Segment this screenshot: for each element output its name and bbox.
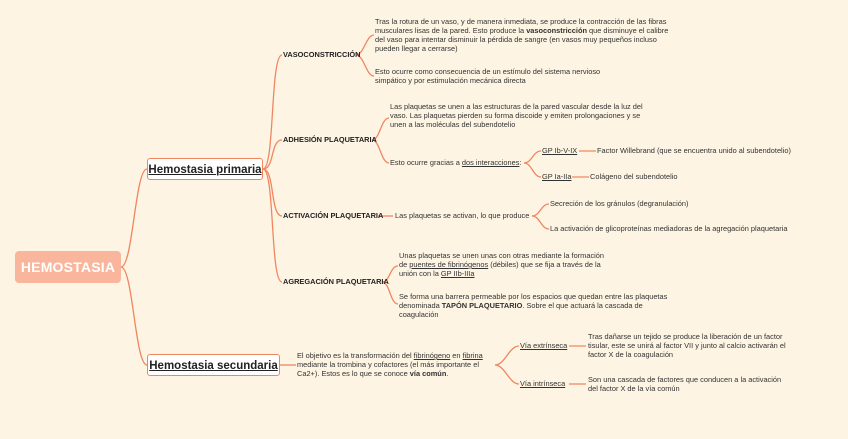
- secondary-objective-text: El objetivo es la transformación del fibrinógeno en fibrina mediante la trombina y cofactores (el más importante el Ca2+). Estos es lo que se conoce vía común.: [297, 351, 483, 378]
- connector-root: [121, 267, 147, 365]
- connector-vias: [495, 365, 519, 384]
- vasoconstriction-text: Tras la rotura de un vaso, y de manera inmediata, se produce la contracción de las fibras musculares lisas de la pared. Esto produce la vasoconstricción que disminuye el calibre del vaso para intentar disminuir la pérdida de sangre (en vasos muy pequeños incluso pueden llegar a cerrarse): [375, 17, 669, 53]
- connector-root: [121, 169, 147, 267]
- activation-item-degranulation: Secreción de los gránulos (degranulación): [550, 199, 689, 208]
- adhesion-interactions-text: Esto ocurre gracias a dos interacciones:: [390, 158, 522, 167]
- secondary-hemostasis-node[interactable]: Hemostasia secundaria: [147, 354, 280, 376]
- connector-interacciones: [524, 151, 541, 163]
- gp-ib-v-ix-node[interactable]: GP Ib-V-IX: [542, 146, 578, 155]
- connector-vias: [495, 346, 519, 365]
- adhesion-text: Las plaquetas se unen a las estructuras de la pared vascular desde la luz del vaso. Las plaquetas pierden su forma discoide y emiten prolongaciones y se unen a las moléculas del subendotelio: [390, 102, 643, 129]
- activation-item-glycoproteins: La activación de glicoproteínas mediadoras de la agregación plaquetaria: [550, 224, 788, 233]
- vasoconstriction-node[interactable]: VASOCONSTRICCIÓN: [283, 50, 361, 59]
- aggregation-node[interactable]: AGREGACIÓN PLAQUETARIA: [283, 277, 389, 286]
- aggregation-plug-text: Se forma una barrera permeable por los espacios que quedan entre las plaquetas denominada TAPÓN PLAQUETARIO. Sobre el que actuará la cascada de coagulación: [399, 292, 668, 319]
- connector-primary: [263, 140, 282, 169]
- connector-activacion-items: [532, 204, 549, 216]
- gp-ib-v-ix-desc: Factor Willebrand (que se encuentra unido al subendotelio): [597, 146, 791, 155]
- root-node[interactable]: HEMOSTASIA: [15, 251, 121, 283]
- extrinsic-pathway-desc: Tras dañarse un tejido se produce la liberación de un factor tisular, este se unirá al factor VII y junto al calcio activarán el factor X de la coagulación: [588, 332, 786, 359]
- connector-interacciones: [524, 163, 541, 177]
- extrinsic-pathway-node[interactable]: Vía extrínseca: [520, 341, 568, 350]
- vasoconstriction-cause-text: Esto ocurre como consecuencia de un estímulo del sistema nervioso simpático y por estimulación mecánica directa: [375, 67, 601, 85]
- intrinsic-pathway-desc: Son una cascada de factores que conducen a la activación del factor X de la vía común: [588, 375, 782, 393]
- activation-node[interactable]: ACTIVACIÓN PLAQUETARIA: [283, 211, 384, 220]
- connector-activacion-items: [532, 216, 549, 229]
- activation-text: Las plaquetas se activan, lo que produce: [395, 211, 530, 220]
- primary-hemostasis-node[interactable]: Hemostasia primaria: [147, 158, 263, 180]
- aggregation-bridges-text: Unas plaquetas se unen unas con otras mediante la formación de puentes de fibrinógenos (débiles) que se fija a través de la unión con la GP IIb-IIIa: [399, 251, 605, 278]
- connector-primary: [263, 169, 282, 216]
- gp-ia-iia-desc: Colágeno del subendotelio: [590, 172, 678, 181]
- intrinsic-pathway-node[interactable]: Vía intrínseca: [520, 379, 566, 388]
- connector-primary: [263, 169, 282, 282]
- gp-ia-iia-node[interactable]: GP Ia-IIa: [542, 172, 572, 181]
- adhesion-node[interactable]: ADHESIÓN PLAQUETARIA: [283, 135, 377, 144]
